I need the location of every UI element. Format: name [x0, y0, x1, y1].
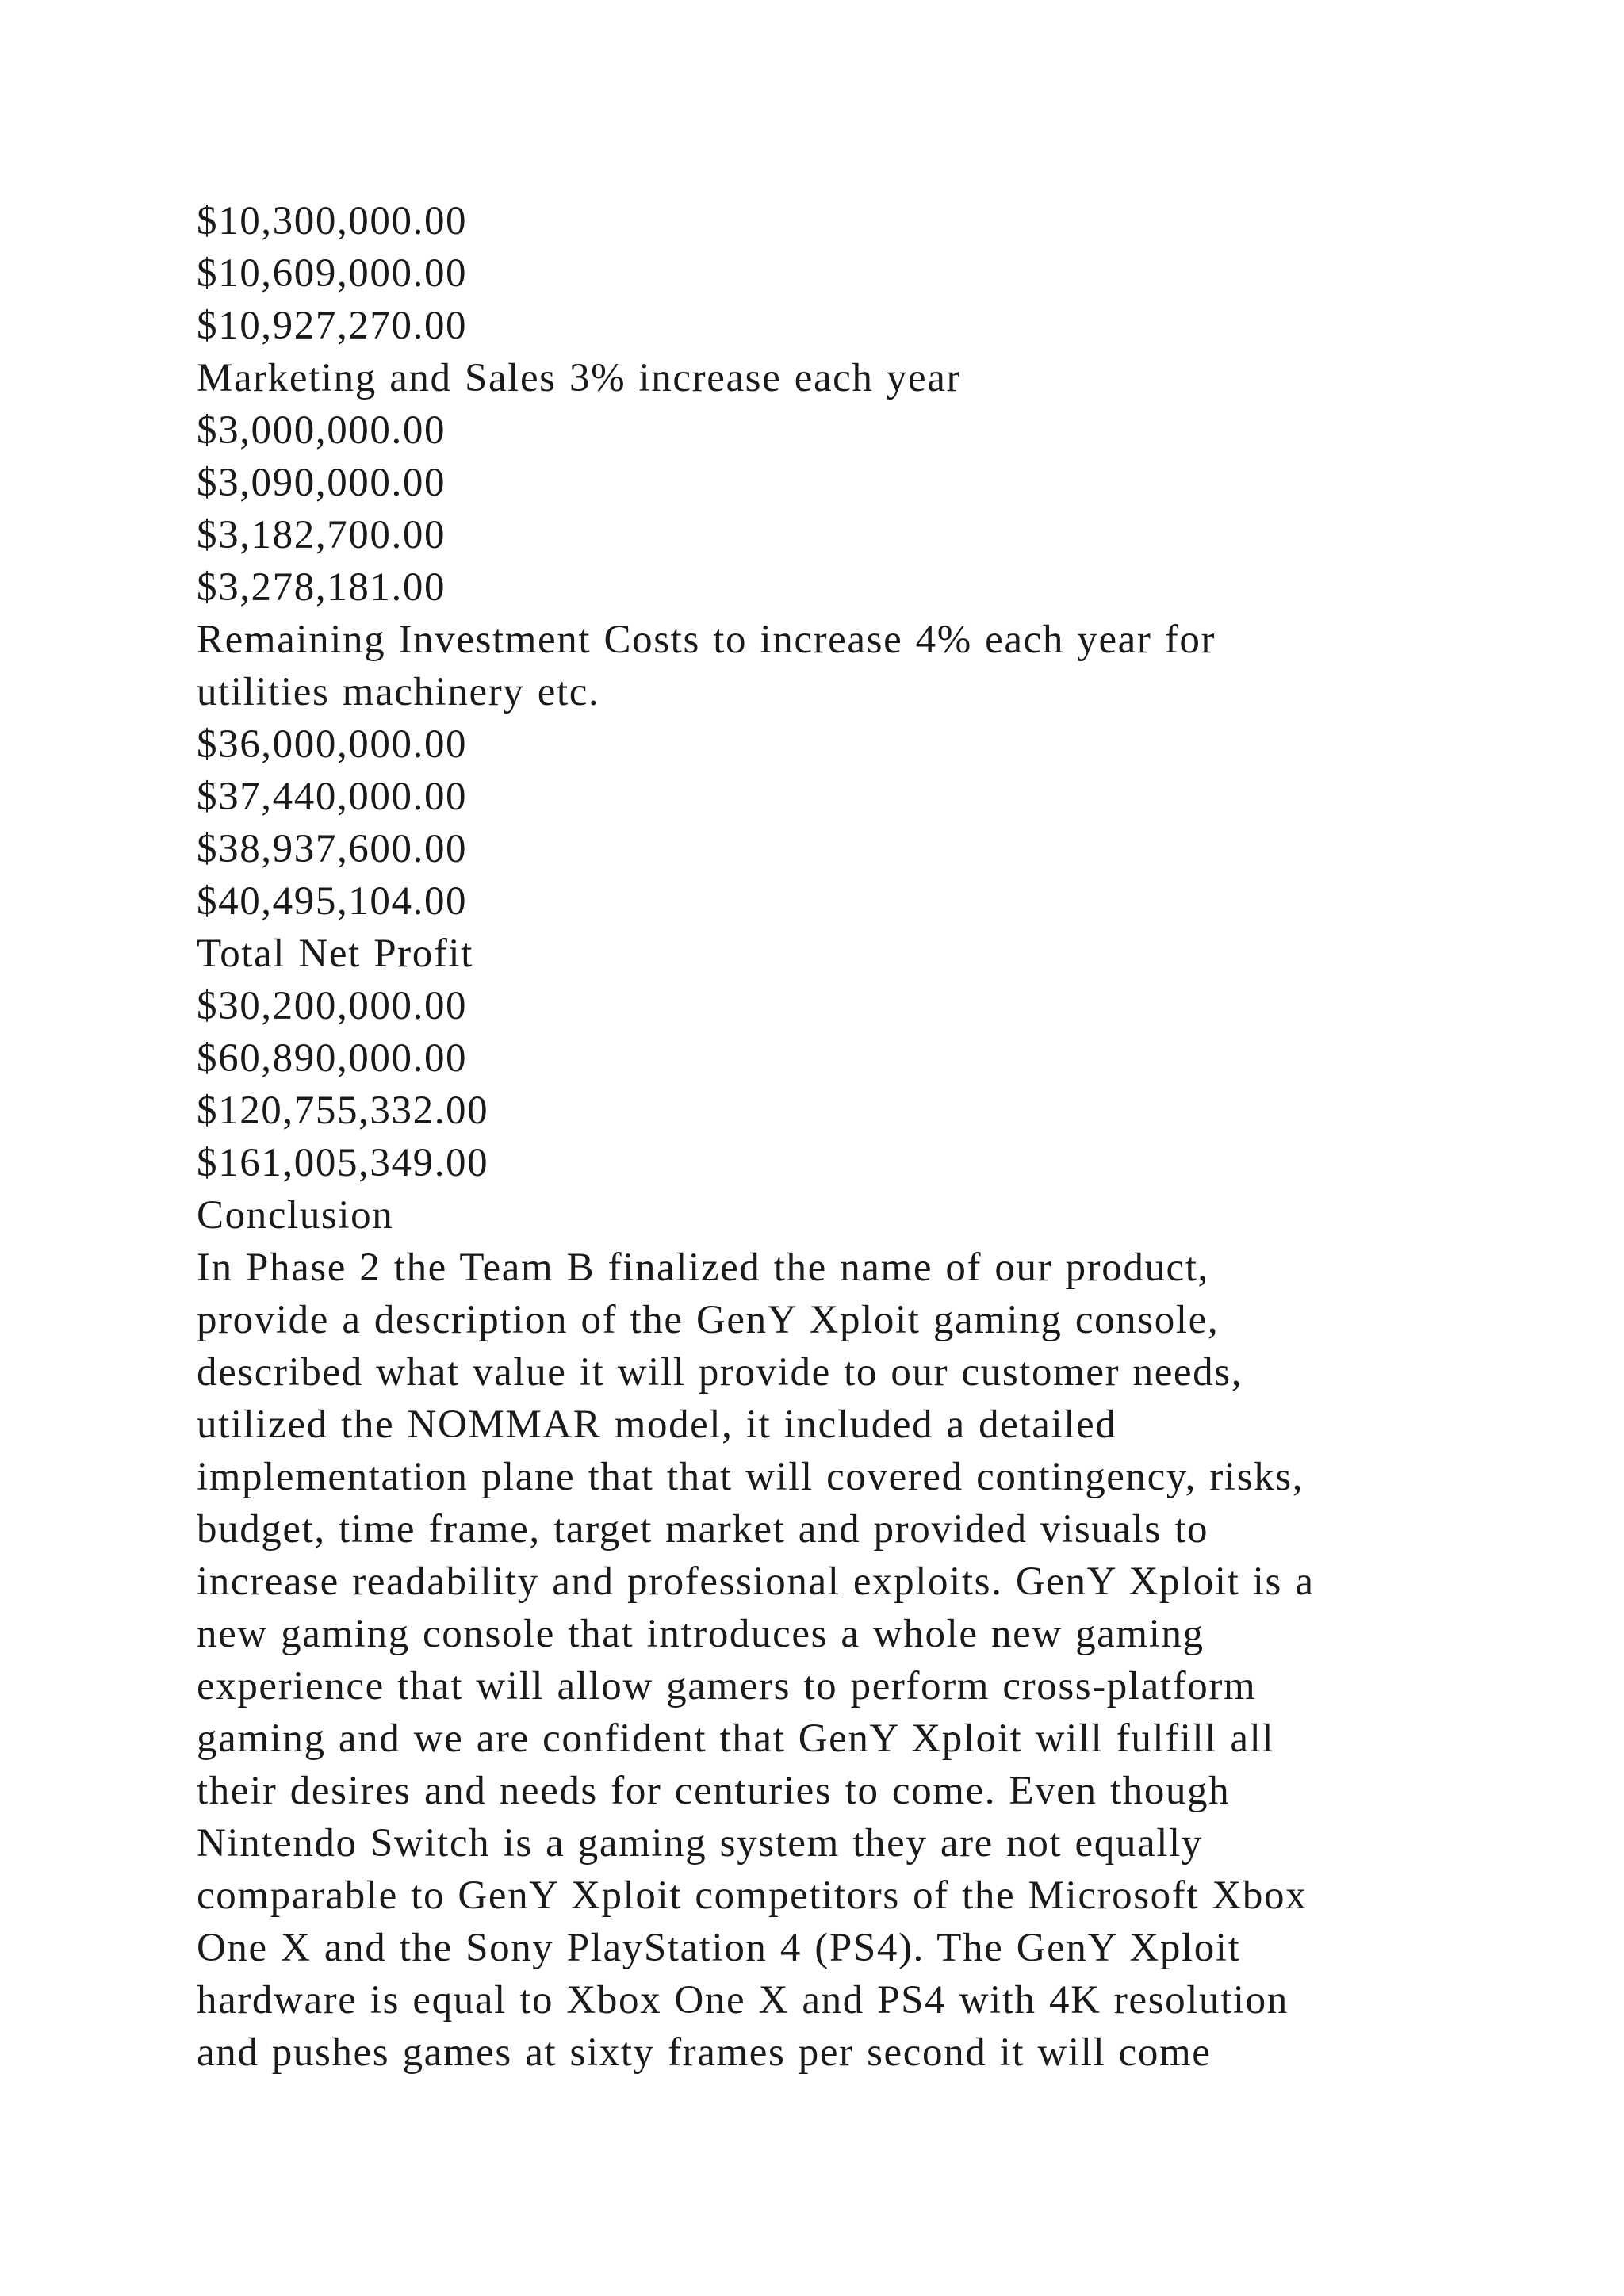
text-line: $36,000,000.00 [197, 722, 468, 767]
text-line: $10,300,000.00 [197, 199, 468, 243]
document-body [197, 195, 1465, 2079]
text-line: Nintendo Switch is a gaming system they are not equally [197, 1821, 1203, 1866]
text-line: In Phase 2 the Team B finalized the name of our product, [197, 1246, 1209, 1290]
text-line: comparable to GenY Xploit competitors of the Microsoft Xbox [197, 1873, 1308, 1918]
text-line: $10,927,270.00 [197, 304, 468, 348]
text-line: $38,937,600.00 [197, 827, 468, 871]
text-line: Remaining Investment Costs to increase 4% each year for [197, 618, 1216, 662]
text-line: Marketing and Sales 3% increase each year [197, 356, 962, 400]
text-line: $37,440,000.00 [197, 775, 468, 819]
text-line: their desires and needs for centuries to come. Even though [197, 1769, 1231, 1813]
text-line: $3,182,700.00 [197, 513, 446, 557]
text-line: increase readability and professional exploits. GenY Xploit is a [197, 1559, 1315, 1604]
text-line: One X and the Sony PlayStation 4 (PS4). The GenY Xploit [197, 1926, 1241, 1970]
text-line: implementation plane that that will covered contingency, risks, [197, 1455, 1304, 1499]
section-heading: Conclusion [197, 1193, 394, 1238]
text-line: $30,200,000.00 [197, 984, 468, 1028]
text-line: $120,755,332.00 [197, 1089, 489, 1133]
text-line: gaming and we are confident that GenY Xploit will fulfill all [197, 1716, 1275, 1761]
text-line: Total Net Profit [197, 932, 473, 976]
text-line: and pushes games at sixty frames per second it will come [197, 2030, 1212, 2075]
text-line: hardware is equal to Xbox One X and PS4 with 4K resolution [197, 1978, 1289, 2022]
text-line: experience that will allow gamers to perform cross-platform [197, 1664, 1257, 1709]
text-line: $60,890,000.00 [197, 1036, 468, 1081]
text-line: $3,090,000.00 [197, 461, 446, 505]
text-line: provide a description of the GenY Xploit gaming console, [197, 1298, 1220, 1342]
text-line: $10,609,000.00 [197, 251, 468, 296]
text-line: $3,278,181.00 [197, 565, 446, 610]
text-line: $3,000,000.00 [197, 408, 446, 453]
text-line: utilized the NOMMAR model, it included a detailed [197, 1402, 1117, 1447]
text-line: $40,495,104.00 [197, 879, 468, 924]
text-line: new gaming console that introduces a whole new gaming [197, 1612, 1205, 1656]
text-line: budget, time frame, target market and provided visuals to [197, 1507, 1209, 1552]
text-line: described what value it will provide to our customer needs, [197, 1350, 1243, 1395]
text-line: $161,005,349.00 [197, 1141, 489, 1185]
text-line: utilities machinery etc. [197, 670, 600, 714]
